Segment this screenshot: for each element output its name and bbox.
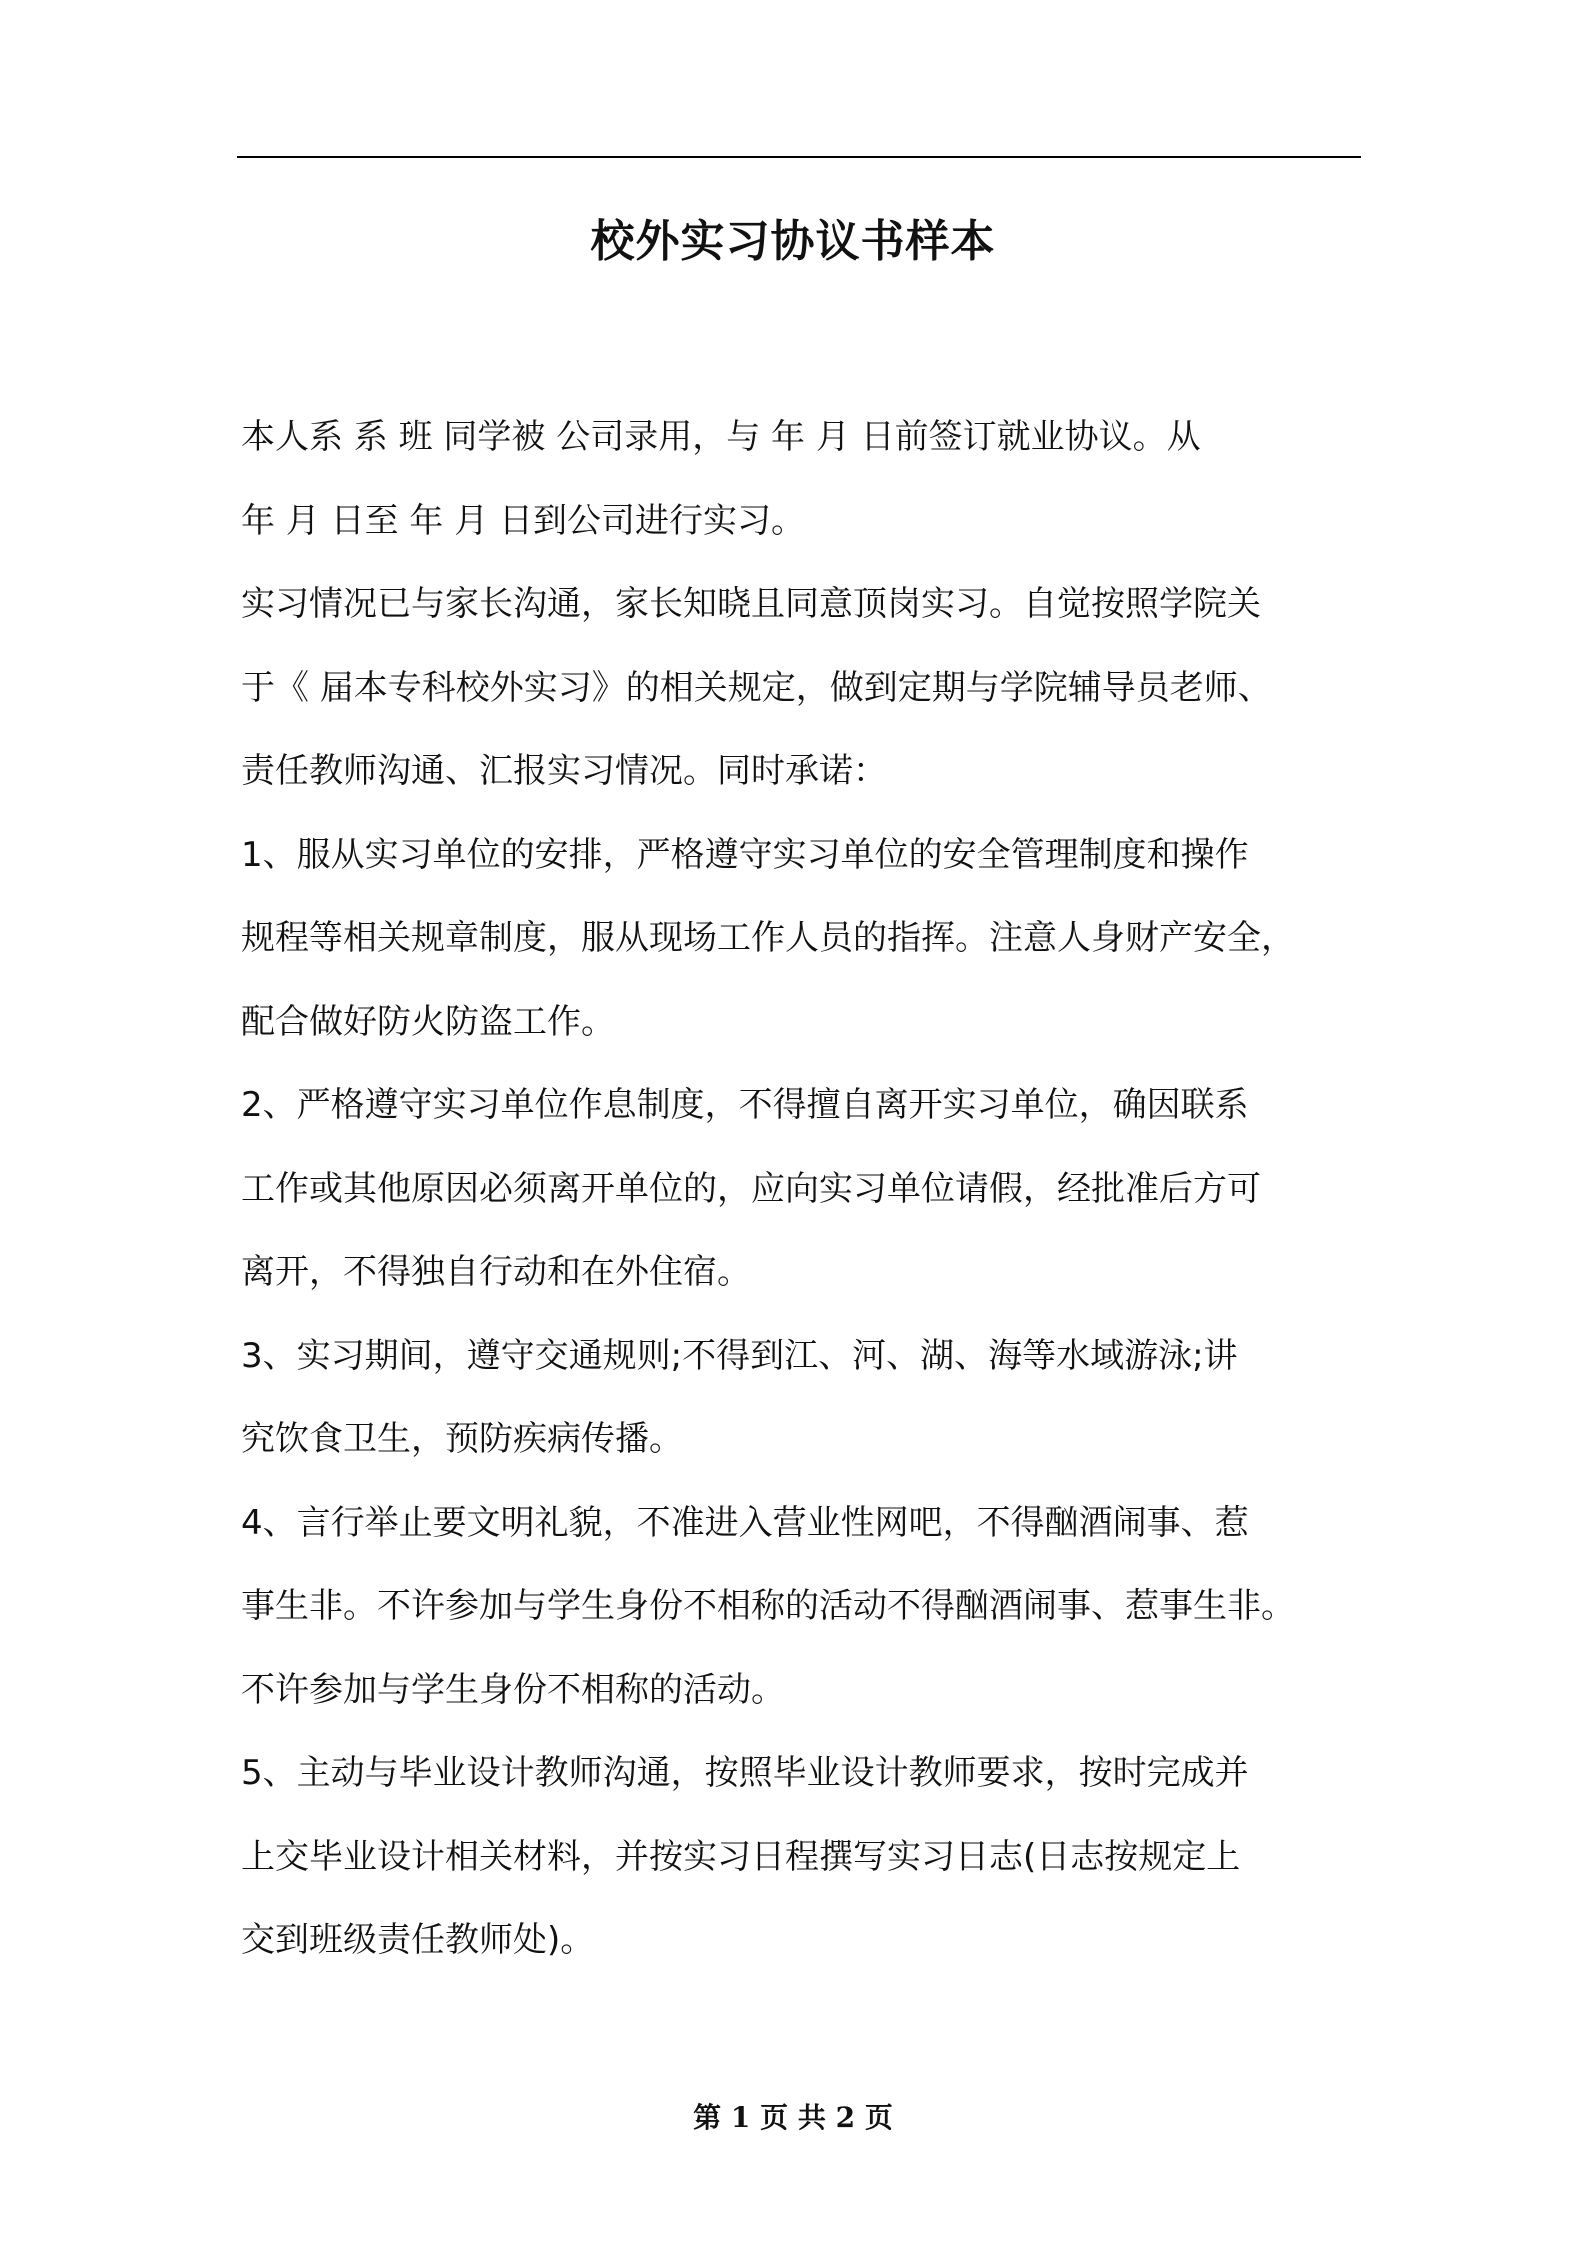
body-line: 3、实习期间，遵守交通规则;不得到江、河、湖、海等水域游泳;讲 (241, 1335, 1238, 1376)
body-line: 交到班级责任教师处)。 (241, 1920, 595, 1960)
body-line: 于《 届本专科校外实习》的相关规定，做到定期与学院辅导员老师、 (241, 667, 1272, 708)
body-line: 年 月 日至 年 月 日到公司进行实习。 (241, 500, 806, 541)
header-rule (237, 156, 1361, 158)
document-title: 校外实习协议书样本 (590, 216, 996, 267)
body-line: 责任教师沟通、汇报实习情况。同时承诺： (241, 751, 887, 791)
page-number: 第 1 页 共 2 页 (693, 2101, 893, 2134)
body-line: 究饮食卫生，预防疾病传播。 (241, 1419, 683, 1459)
body-line: 事生非。不许参加与学生身份不相称的活动不得酗酒闹事、惹事生非。 (241, 1586, 1295, 1626)
body-line: 4、言行举止要文明礼貌，不准进入营业性网吧，不得酗酒闹事、惹 (241, 1502, 1249, 1543)
body-line: 工作或其他原因必须离开单位的，应向实习单位请假，经批准后方可 (241, 1168, 1261, 1209)
document-body (241, 396, 1361, 1983)
body-line: 1、服从实习单位的安排，严格遵守实习单位的安全管理制度和操作 (241, 834, 1249, 875)
body-line: 2、严格遵守实习单位作息制度，不得擅自离开实习单位，确因联系 (241, 1085, 1249, 1125)
body-line: 上交毕业设计相关材料，并按实习日程撰写实习日志(日志按规定上 (241, 1836, 1241, 1877)
body-line: 实习情况已与家长沟通，家长知晓且同意顶岗实习。自觉按照学院关 (241, 584, 1261, 624)
body-line: 规程等相关规章制度，服从现场工作人员的指挥。注意人身财产安全， (241, 918, 1295, 958)
body-line: 配合做好防火防盗工作。 (241, 1001, 615, 1042)
body-line: 本人系 系 班 同学被 公司录用，与 年 月 日前签订就业协议。从 (241, 417, 1201, 457)
body-line: 离开，不得独自行动和在外住宿。 (241, 1252, 751, 1292)
body-line: 不许参加与学生身份不相称的活动。 (241, 1669, 785, 1710)
body-line: 5、主动与毕业设计教师沟通，按照毕业设计教师要求，按时完成并 (241, 1753, 1249, 1793)
